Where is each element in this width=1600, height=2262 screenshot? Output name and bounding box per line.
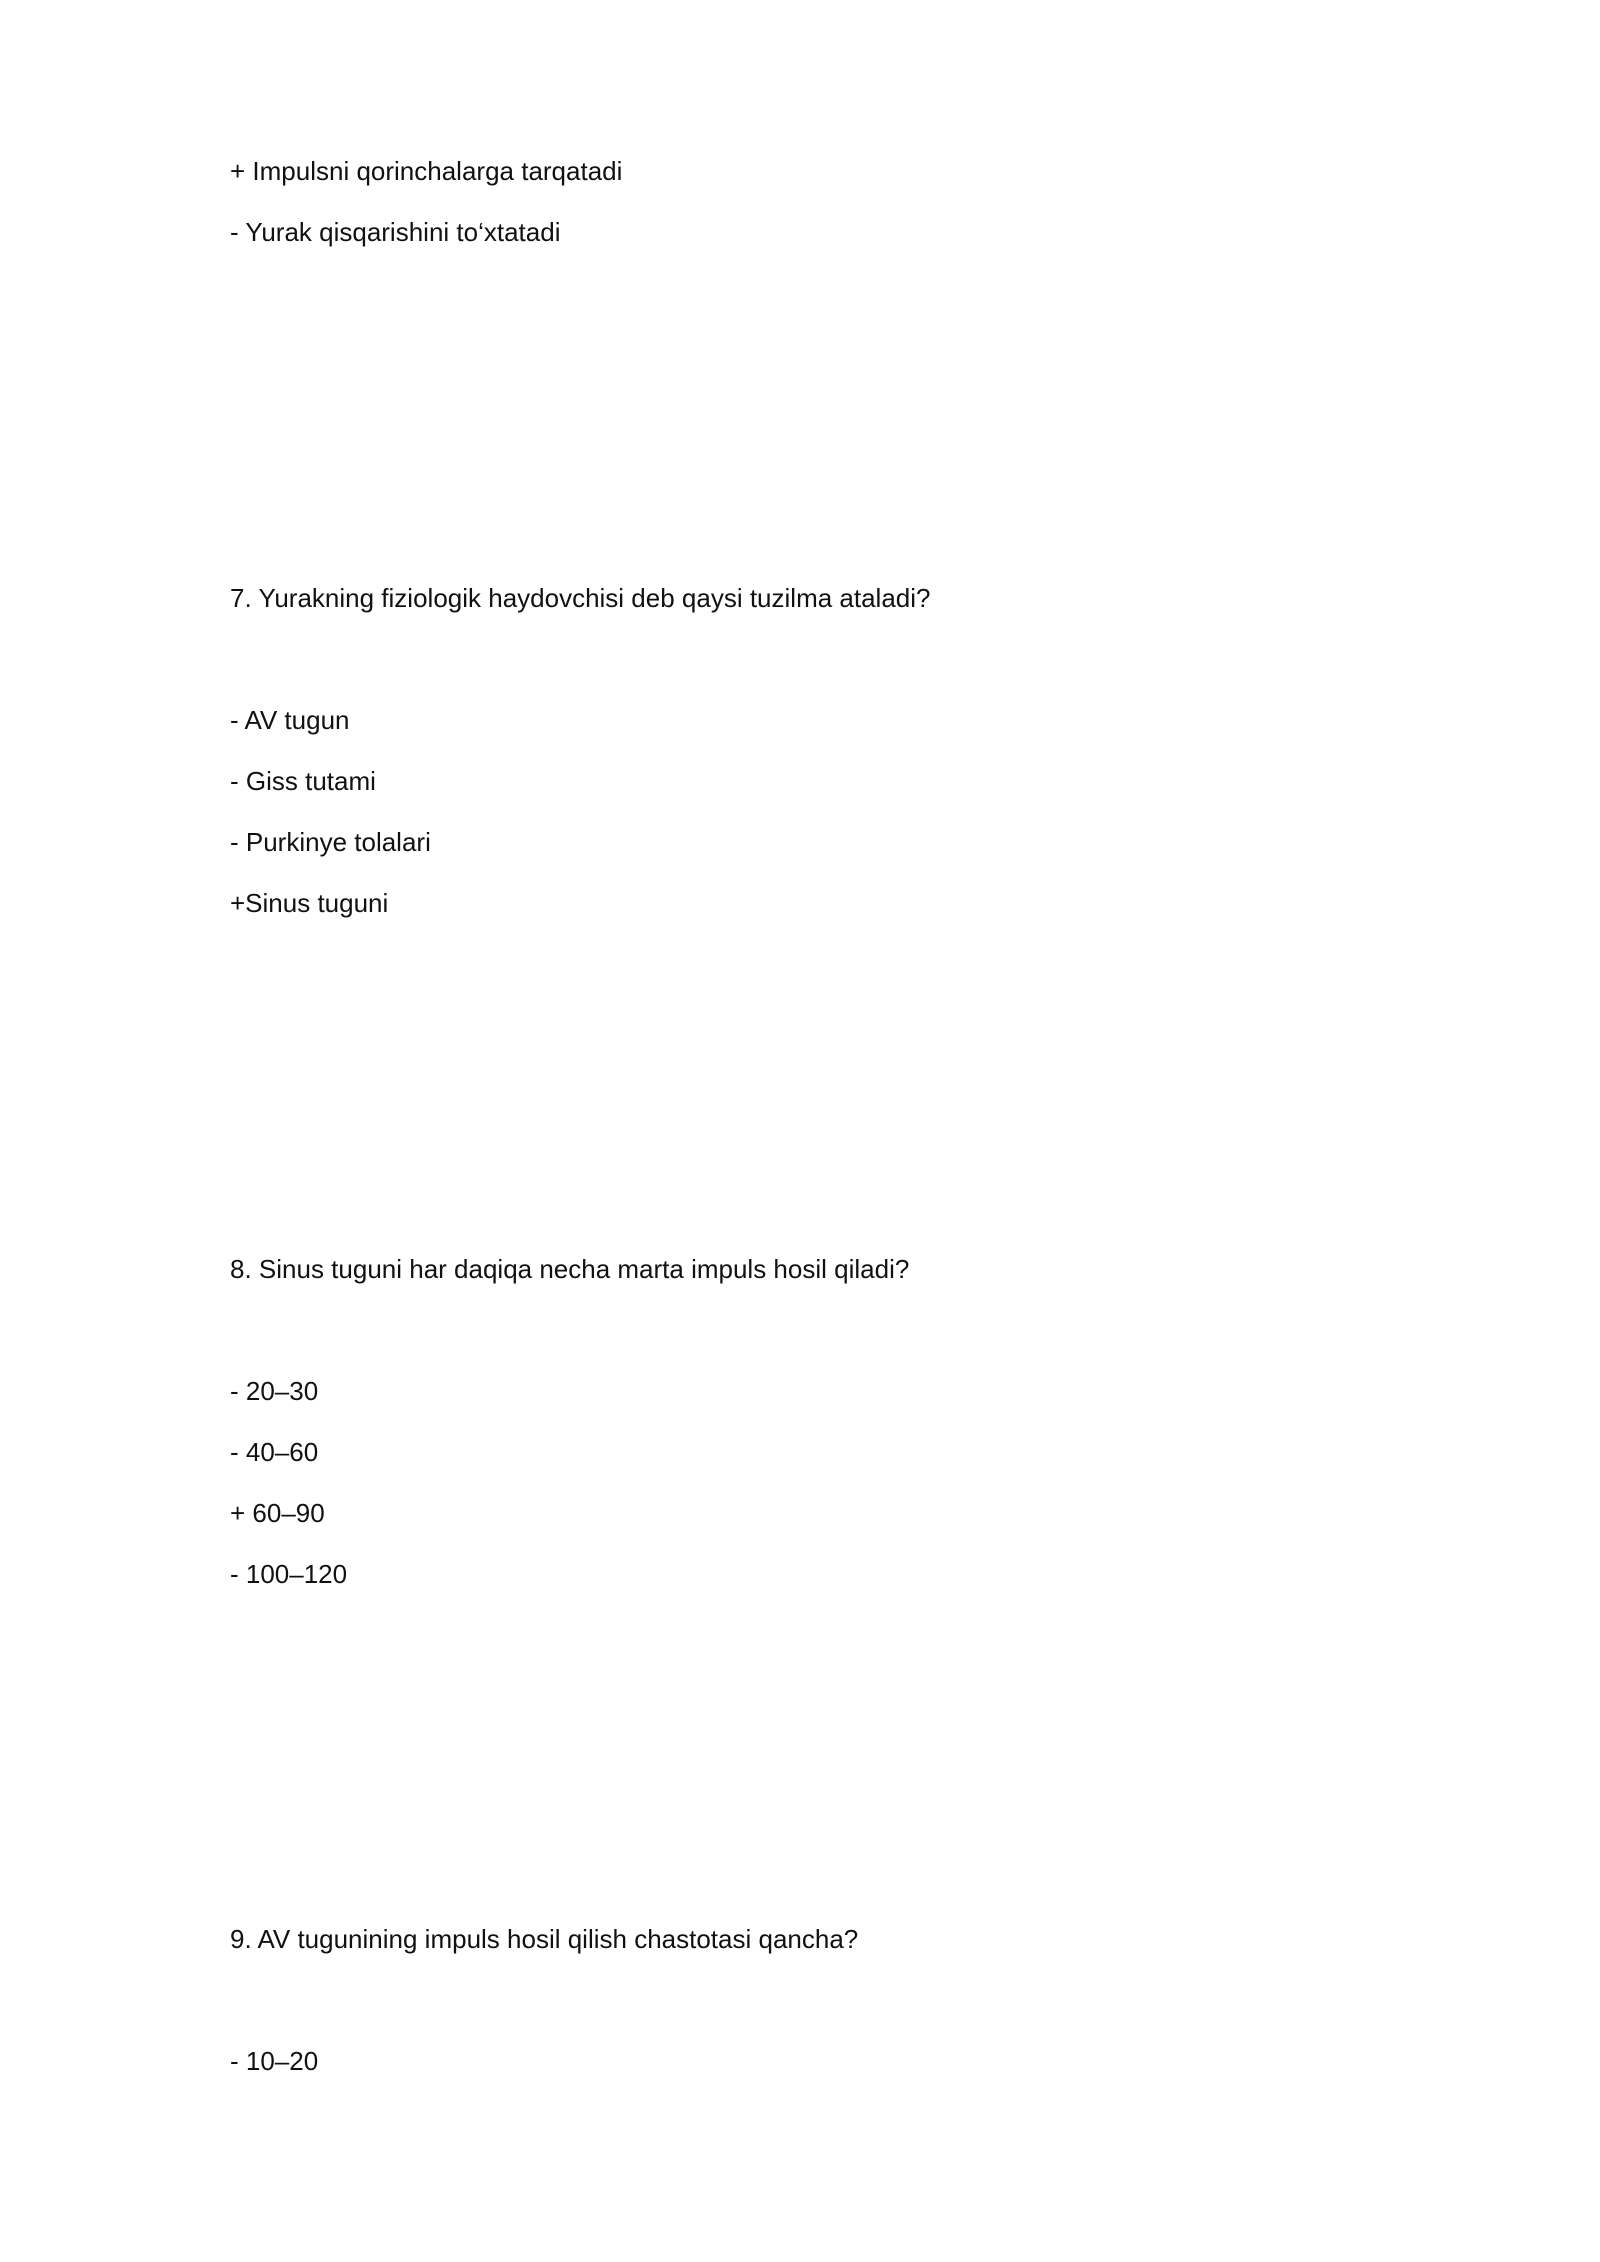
answer-option: - 10–20 <box>230 2046 319 2076</box>
answer-option: - Purkinye tolalari <box>230 827 431 857</box>
answer-option: - AV tugun <box>230 705 350 735</box>
answer-option: - Yurak qisqarishini to‘xtatadi <box>230 217 561 247</box>
question-7: 7. Yurakning fiziologik haydovchisi deb qaysi tuzilma ataladi? <box>230 583 931 613</box>
answer-option: - 20–30 <box>230 1376 319 1406</box>
question-9: 9. AV tugunining impuls hosil qilish chastotasi qancha? <box>230 1924 859 1954</box>
question-8: 8. Sinus tuguni har daqiqa necha marta impuls hosil qiladi? <box>230 1254 910 1284</box>
answer-option: - 40–60 <box>230 1437 319 1467</box>
answer-option: - 100–120 <box>230 1559 348 1589</box>
answer-option: + Impulsni qorinchalarga tarqatadi <box>230 156 623 186</box>
answer-option-correct: + 60–90 <box>230 1498 325 1528</box>
answer-option-correct: +Sinus tuguni <box>230 888 389 918</box>
answer-option: - Giss tutami <box>230 766 376 796</box>
